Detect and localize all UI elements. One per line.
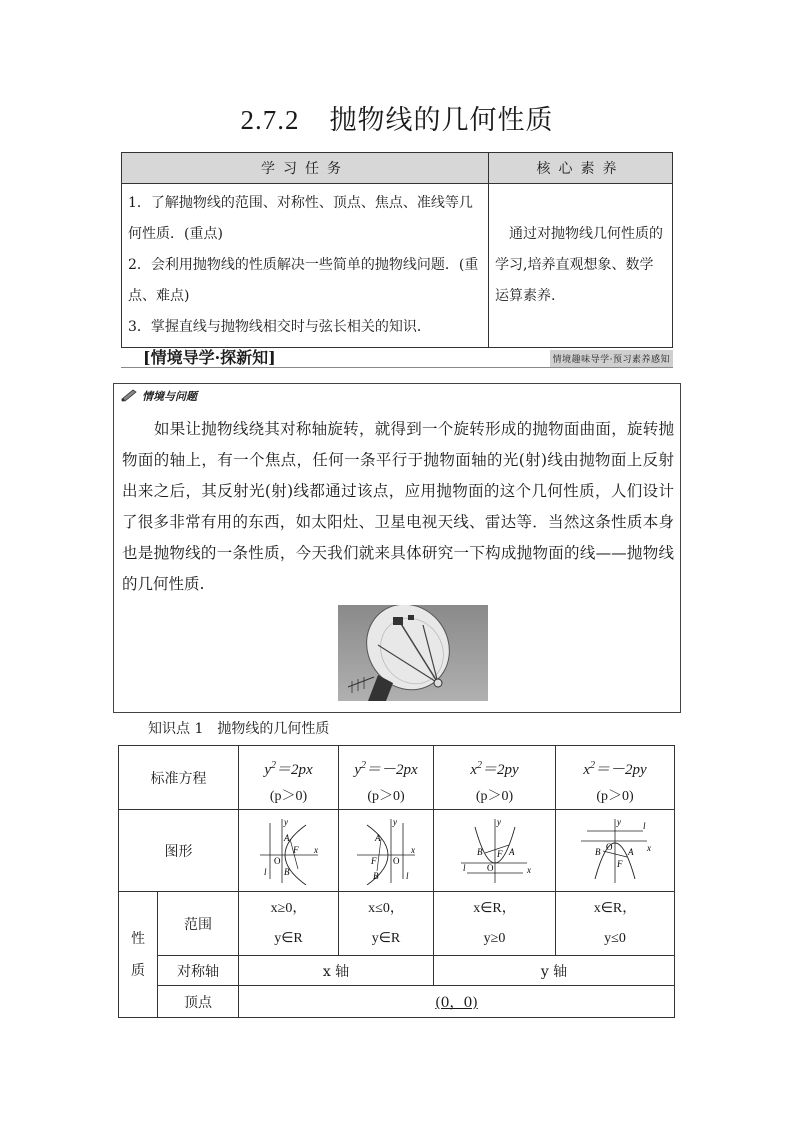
equation: $y^2=2px$	[264, 759, 313, 778]
range-cell	[339, 892, 434, 956]
fig-label-a: A	[375, 832, 381, 843]
range-b: y≥0	[483, 930, 506, 946]
equation-cell	[434, 746, 556, 810]
figure-cell	[434, 810, 556, 892]
fig-label-l: l	[643, 820, 646, 831]
row-group-label	[119, 892, 158, 1018]
task-item: 2．会利用抛物线的性质解决一些简单的抛物线问题．(重点、难点)	[128, 257, 479, 304]
fig-label-b: B	[373, 870, 379, 881]
scenario-box	[113, 383, 681, 713]
range-a: x∈R，	[473, 900, 516, 916]
fig-label-f: F	[617, 858, 623, 869]
condition: (p＞0)	[475, 788, 514, 804]
satellite-dish-image	[338, 605, 488, 701]
pen-icon	[120, 388, 138, 402]
condition: (p＞0)	[596, 788, 634, 804]
fig-label-a: A	[628, 846, 634, 857]
fig-label-x: x	[647, 842, 651, 853]
equation: $x^2=-2py$	[583, 759, 647, 778]
tasks-cell	[122, 184, 489, 348]
symmetry-x-cell: x 轴	[239, 956, 434, 986]
fig-label-a: A	[508, 846, 514, 857]
scenario-text: 如果让抛物线绕其对称轴旋转，就得到一个旋转形成的抛物面曲面，旋转抛物面的轴上，有一个焦点，任何一条平行于抛物面轴的光(射)线由抛物面上反射出来之后，其反射光(射)线都通过该点，应用抛物面的这个几何性质，人们设计了很多非常有用的东西，如太阳灶、卫星电视天线、雷达等．当然这条性质本身也是抛物线的一条性质，今天我们就来具体研究一下构成抛物面的线——抛物线的几何性质.	[122, 420, 674, 593]
learning-task-table	[121, 152, 673, 348]
knowledge-point-title	[148, 718, 329, 738]
row-label-standard: 标准方程	[119, 746, 239, 810]
row-label-range: 范围	[158, 892, 239, 956]
vertex-value: (0，0)	[435, 994, 478, 1011]
range-b: y≤0	[604, 930, 626, 946]
equation: $x^2=2py$	[470, 759, 519, 778]
equation-cell	[339, 746, 434, 810]
fig-label-x: x	[526, 864, 531, 875]
fig-label-y: y	[283, 816, 288, 827]
fig-label-y: y	[496, 816, 501, 827]
figure-cell	[339, 810, 434, 892]
fig-label-o: O	[273, 855, 280, 866]
row-group-text: 性质	[131, 930, 145, 979]
equation-cell	[556, 746, 675, 810]
fig-label-x: x	[411, 844, 415, 855]
section-number: 2.7.2	[240, 105, 300, 135]
row-label-symmetry: 对称轴	[158, 956, 239, 986]
condition: (p＞0)	[269, 788, 308, 804]
row-label-vertex: 顶点	[158, 986, 239, 1018]
range-b: y∈R	[274, 930, 303, 946]
parabola-left-figure	[351, 817, 421, 885]
symmetry-y-cell: y 轴	[434, 956, 675, 986]
row-label-figure: 图形	[119, 810, 239, 892]
fig-label-o: O	[606, 841, 613, 852]
parabola-down-figure	[577, 817, 653, 885]
figure-cell	[239, 810, 339, 892]
range-a: x∈R，	[593, 900, 637, 916]
fig-label-a: A	[283, 832, 289, 843]
vertex-cell	[239, 986, 675, 1018]
figure-cell	[556, 810, 675, 892]
tasks-header: 学习任务	[122, 153, 489, 184]
section-bar	[121, 345, 673, 368]
range-cell	[239, 892, 339, 956]
task-item: 3．掌握直线与抛物线相交时与弦长相关的知识．	[128, 319, 431, 335]
range-cell	[434, 892, 556, 956]
fig-label-x: x	[313, 844, 318, 855]
section-title: [情境导学·探新知]	[143, 348, 276, 367]
fig-label-f: F	[371, 855, 377, 866]
equation: $y^2=-2px$	[354, 759, 418, 778]
range-a: x≤0，	[368, 900, 404, 916]
parabola-properties-table	[118, 745, 675, 1018]
fig-label-l: l	[406, 870, 409, 881]
core-header: 核心素养	[489, 153, 673, 184]
fig-label-o: O	[393, 855, 400, 866]
range-b: y∈R	[371, 930, 401, 946]
range-cell	[556, 892, 675, 956]
condition: (p＞0)	[367, 788, 405, 804]
core-cell: 通过对抛物线几何性质的学习,培养直观想象、数学运算素养.	[489, 184, 673, 348]
parabola-right-figure	[254, 817, 324, 885]
parabola-up-figure	[457, 817, 533, 885]
fig-label-y: y	[617, 816, 621, 827]
fig-label-b: B	[283, 866, 289, 877]
fig-label-o: O	[486, 862, 493, 873]
task-item: 1．了解抛物线的范围、对称性、顶点、焦点、准线等几何性质．(重点)	[128, 195, 473, 242]
fig-label-y: y	[393, 816, 397, 827]
section-tag: 情境趣味导学·预习素养感知	[550, 350, 673, 367]
page-title	[0, 98, 794, 137]
scenario-label: 情境与问题	[142, 390, 197, 403]
fig-label-f: F	[292, 844, 298, 855]
knowledge-title: 抛物线的几何性质	[217, 721, 330, 737]
title-text: 抛物线的几何性质	[329, 105, 554, 136]
fig-label-b: B	[476, 846, 482, 857]
range-a: x≥0，	[270, 900, 307, 916]
fig-label-f: F	[496, 848, 502, 859]
equation-cell	[239, 746, 339, 810]
knowledge-label: 知识点 1	[148, 721, 204, 737]
fig-label-l: l	[263, 866, 267, 877]
fig-label-l: l	[462, 862, 466, 873]
fig-label-b: B	[595, 846, 601, 857]
